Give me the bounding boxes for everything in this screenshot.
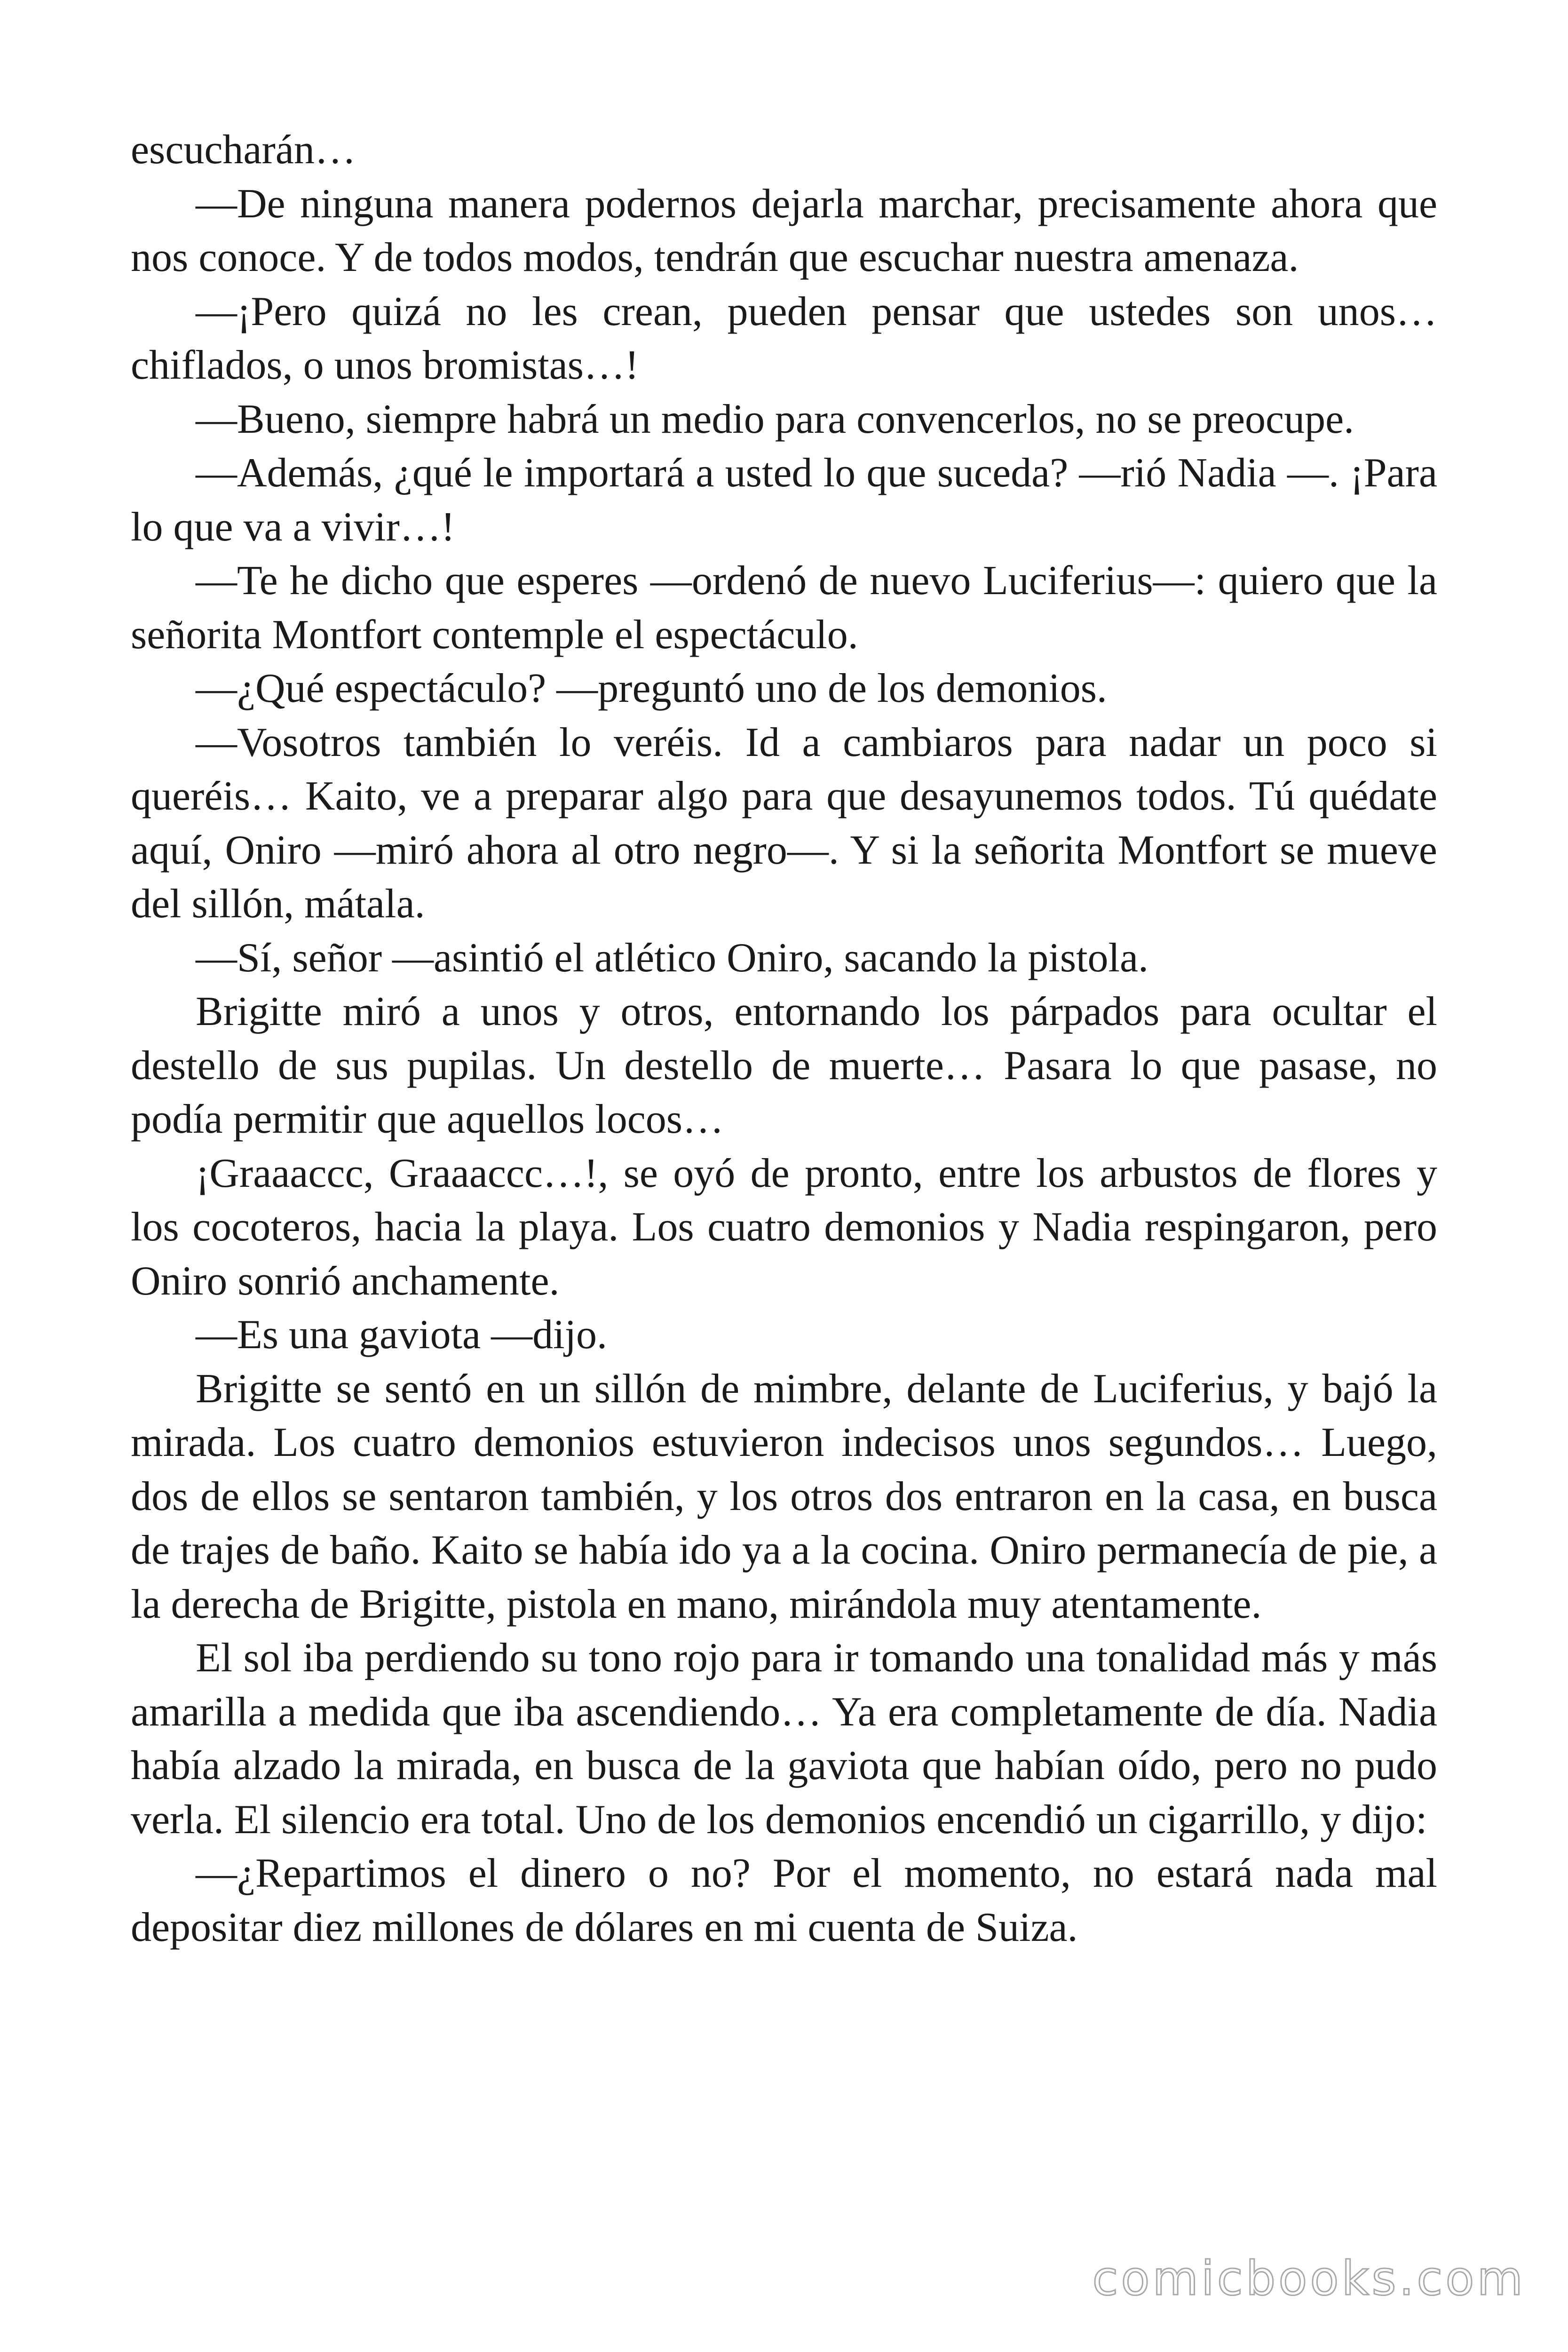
paragraph: escucharán…: [131, 127, 356, 173]
paragraph: ¡Graaaccc, Graaaccc…!, se oyó de pronto, entre los arbustos de flores y los cocoteros, hacia la playa. Los cuatro demonios y Nadia respingaron, pero Oniro sonrió anchamente.: [131, 1150, 1437, 1304]
paragraph: El sol iba perdiendo su tono rojo para ir tomando una tonalidad más y más amarilla a medida que iba ascendiendo… Ya era completamente de día. Nadia había alzado la mirada, en busca de la gaviota que habían oído, pero no pudo verla. El silencio era total. Uno de los demonios encendió un cigarrillo, y dijo:: [131, 1635, 1437, 1843]
paragraph: —¡Pero quizá no les crean, pueden pensar que ustedes son unos… chiflados, o unos bromistas…!: [131, 288, 1437, 388]
watermark-logo: comicbooks.com: [1092, 2251, 1526, 2306]
paragraph: Brigitte miró a unos y otros, entornando los párpados para ocultar el destello de sus pupilas. Un destello de muerte… Pasara lo que pasase, no podía permitir que aquellos locos…: [131, 989, 1437, 1142]
paragraph: —Es una gaviota —dijo.: [196, 1312, 607, 1358]
paragraph: —De ninguna manera podernos dejarla marchar, precisamente ahora que nos conoce. Y de todos modos, tendrán que escuchar nuestra amenaza.: [131, 181, 1437, 280]
paragraph: —Sí, señor —asintió el atlético Oniro, sacando la pistola.: [196, 935, 1149, 981]
paragraph: —Además, ¿qué le importará a usted lo que suceda? —rió Nadia —. ¡Para lo que va a vivir…!: [131, 450, 1437, 550]
paragraph: Brigitte se sentó en un sillón de mimbre, delante de Luciferius, y bajó la mirada. Los cuatro demonios estuvieron indecisos unos segundos… Luego, dos de ellos se sentaron también, y los otros dos entraron en la casa, en busca de trajes de baño. Kaito se había ido ya a la cocina. Oniro permanecía de pie, a la derecha de Brigitte, pistola en mano, mirándola muy atentamente.: [131, 1366, 1437, 1627]
paragraph: —Te he dicho que esperes —ordenó de nuevo Luciferius—: quiero que la señorita Montfort contemple el espectáculo.: [131, 558, 1437, 658]
paragraph: —¿Repartimos el dinero o no? Por el momento, no estará nada mal depositar diez millones de dólares en mi cuenta de Suiza.: [131, 1851, 1437, 1950]
paragraph: —¿Qué espectáculo? —preguntó uno de los demonios.: [196, 666, 1107, 711]
paragraph: —Vosotros también lo veréis. Id a cambiaros para nadar un poco si queréis… Kaito, ve a preparar algo para que desayunemos todos. Tú quédate aquí, Oniro —miró ahora al otro negro—. Y si la señorita Montfort se mueve del sillón, mátala.: [131, 719, 1437, 927]
body-text: [131, 123, 1437, 1955]
paragraph: —Bueno, siempre habrá un medio para convencerlos, no se preocupe.: [196, 396, 1354, 442]
